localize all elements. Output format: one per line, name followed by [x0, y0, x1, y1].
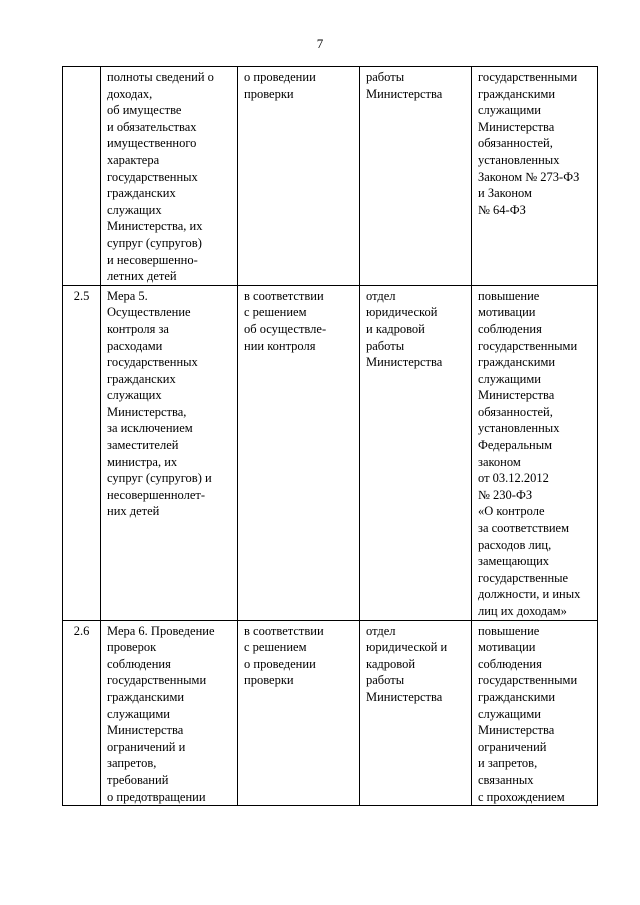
text-line: служащими — [478, 706, 541, 721]
text-line: расходами — [107, 338, 163, 353]
text-line: о проведении — [244, 70, 316, 84]
text-line: соблюдения — [478, 321, 542, 336]
basis-cell — [238, 285, 360, 620]
text-line: проверок — [107, 640, 157, 655]
text-line: Федеральным — [478, 438, 553, 453]
text-line: супруг (супругов) — [107, 235, 202, 250]
basis-cell-text — [244, 623, 355, 689]
text-line: мотивации — [478, 305, 536, 320]
text-line: гражданскими — [478, 86, 556, 101]
text-line: законом — [478, 454, 521, 469]
text-line: служащими — [478, 103, 541, 118]
text-line: за исключением — [107, 421, 193, 436]
text-line: контроля за — [107, 321, 169, 336]
text-line: в соответствии — [244, 623, 324, 638]
text-line: с прохождением — [478, 789, 565, 804]
text-line: отдел — [366, 623, 396, 638]
responsible-cell-text — [366, 288, 467, 371]
text-line: государственными — [478, 338, 578, 353]
text-line: установленных — [478, 152, 560, 167]
text-line: гражданскими — [478, 689, 556, 704]
responsible-cell-text — [366, 69, 467, 102]
text-line: ограничений — [478, 739, 547, 754]
text-line: Министерства — [478, 388, 555, 403]
result-cell — [472, 620, 598, 806]
text-line: несовершеннолет- — [107, 487, 206, 502]
result-cell-text — [478, 288, 593, 620]
basis-cell — [238, 67, 360, 286]
result-cell-text — [478, 69, 593, 218]
text-line: имущественного — [107, 136, 197, 151]
text-line: и обязательствах — [107, 119, 197, 134]
text-line: должности, и иных — [478, 587, 581, 602]
text-line: Министерства, — [107, 404, 187, 419]
text-line: обязанностей, — [478, 136, 553, 151]
text-line: государственных — [107, 169, 198, 184]
row-number: 2.5 — [63, 285, 101, 620]
text-line: работы — [366, 70, 405, 84]
text-line: «О контроле — [478, 504, 545, 519]
measure-cell — [101, 620, 238, 806]
text-line: Министерства — [366, 355, 443, 370]
text-line: за соответствием — [478, 521, 570, 536]
text-line: обязанностей, — [478, 404, 553, 419]
text-line: об осуществле- — [244, 321, 327, 336]
text-line: Министерства — [366, 689, 443, 704]
text-line: Законом № 273-ФЗ — [478, 169, 580, 184]
text-line: соблюдения — [478, 656, 542, 671]
result-cell-text — [478, 623, 593, 806]
row-number — [63, 67, 101, 286]
result-cell — [472, 67, 598, 286]
text-line: замещающих — [478, 554, 550, 569]
table-body — [63, 67, 598, 806]
text-line: установленных — [478, 421, 560, 436]
table-row — [63, 285, 598, 620]
text-line: гражданскими — [478, 355, 556, 370]
text-line: с решением — [244, 305, 307, 320]
text-line: запретов, — [107, 756, 157, 771]
text-line: полноты сведений о — [107, 70, 214, 84]
text-line: отдел — [366, 288, 396, 303]
text-line: № 230-ФЗ — [478, 487, 533, 502]
basis-cell — [238, 620, 360, 806]
responsible-cell — [360, 67, 472, 286]
text-line: государственных — [107, 355, 198, 370]
text-line: и запретов, — [478, 756, 538, 771]
text-line: и несовершенно- — [107, 252, 198, 267]
text-line: требований — [107, 772, 169, 787]
measures-table — [62, 66, 598, 806]
responsible-cell — [360, 285, 472, 620]
text-line: государственными — [107, 673, 207, 688]
text-line: них детей — [107, 504, 160, 519]
table-row — [63, 67, 598, 286]
text-line: юридической и — [366, 640, 448, 655]
text-line: Министерства — [478, 119, 555, 134]
text-line: служащими — [478, 371, 541, 386]
basis-cell-text — [244, 69, 355, 102]
text-line: нии контроля — [244, 338, 316, 353]
text-line: государственные — [478, 570, 569, 585]
text-line: лиц их доходам» — [478, 604, 567, 618]
text-line: гражданскими — [107, 689, 185, 704]
text-line: работы — [366, 673, 405, 688]
text-line: служащими — [107, 706, 170, 721]
text-line: министра, их — [107, 454, 178, 469]
text-line: о проведении — [244, 656, 316, 671]
text-line: с решением — [244, 640, 307, 655]
text-line: Министерства — [366, 86, 443, 101]
text-line: служащих — [107, 388, 162, 403]
text-line: заместителей — [107, 438, 179, 453]
text-line: Мера 5. — [107, 288, 148, 303]
text-line: гражданских — [107, 371, 176, 386]
text-line: работы — [366, 338, 405, 353]
text-line: и кадровой — [366, 321, 425, 336]
text-line: Осуществление — [107, 305, 191, 320]
text-line: служащих — [107, 202, 162, 217]
measure-cell-text — [107, 288, 233, 520]
text-line: повышение — [478, 288, 540, 303]
text-line: государственными — [478, 673, 578, 688]
text-line: повышение — [478, 623, 540, 638]
text-line: от 03.12.2012 — [478, 471, 549, 486]
text-line: о предотвращении — [107, 789, 206, 804]
responsible-cell-text — [366, 623, 467, 706]
text-line: связанных — [478, 772, 534, 787]
text-line: проверки — [244, 86, 294, 101]
page-number: 7 — [316, 36, 324, 51]
measure-cell-text — [107, 623, 233, 806]
text-line: доходах, — [107, 86, 153, 101]
text-line: соблюдения — [107, 656, 171, 671]
text-line: летних детей — [107, 269, 177, 284]
text-line: Министерства — [107, 723, 184, 738]
text-line: проверки — [244, 673, 294, 688]
result-cell — [472, 285, 598, 620]
text-line: юридической — [366, 305, 438, 320]
text-line: расходов лиц, — [478, 537, 552, 552]
text-line: в соответствии — [244, 288, 324, 303]
text-line: № 64-ФЗ — [478, 202, 526, 217]
text-line: государственными — [478, 70, 578, 84]
text-line: кадровой — [366, 656, 416, 671]
text-line: супруг (супругов) и — [107, 471, 212, 486]
table-row — [63, 620, 598, 806]
measure-cell — [101, 67, 238, 286]
text-line: Мера 6. Проведение — [107, 623, 215, 638]
text-line: гражданских — [107, 186, 176, 201]
text-line: об имуществе — [107, 103, 182, 118]
text-line: и Законом — [478, 186, 532, 201]
row-number: 2.6 — [63, 620, 101, 806]
text-line: Министерства — [478, 723, 555, 738]
measure-cell — [101, 285, 238, 620]
measure-cell-text — [107, 69, 233, 285]
text-line: ограничений и — [107, 739, 186, 754]
text-line: Министерства, их — [107, 219, 203, 234]
text-line: характера — [107, 152, 160, 167]
text-line: мотивации — [478, 640, 536, 655]
basis-cell-text — [244, 288, 355, 354]
responsible-cell — [360, 620, 472, 806]
